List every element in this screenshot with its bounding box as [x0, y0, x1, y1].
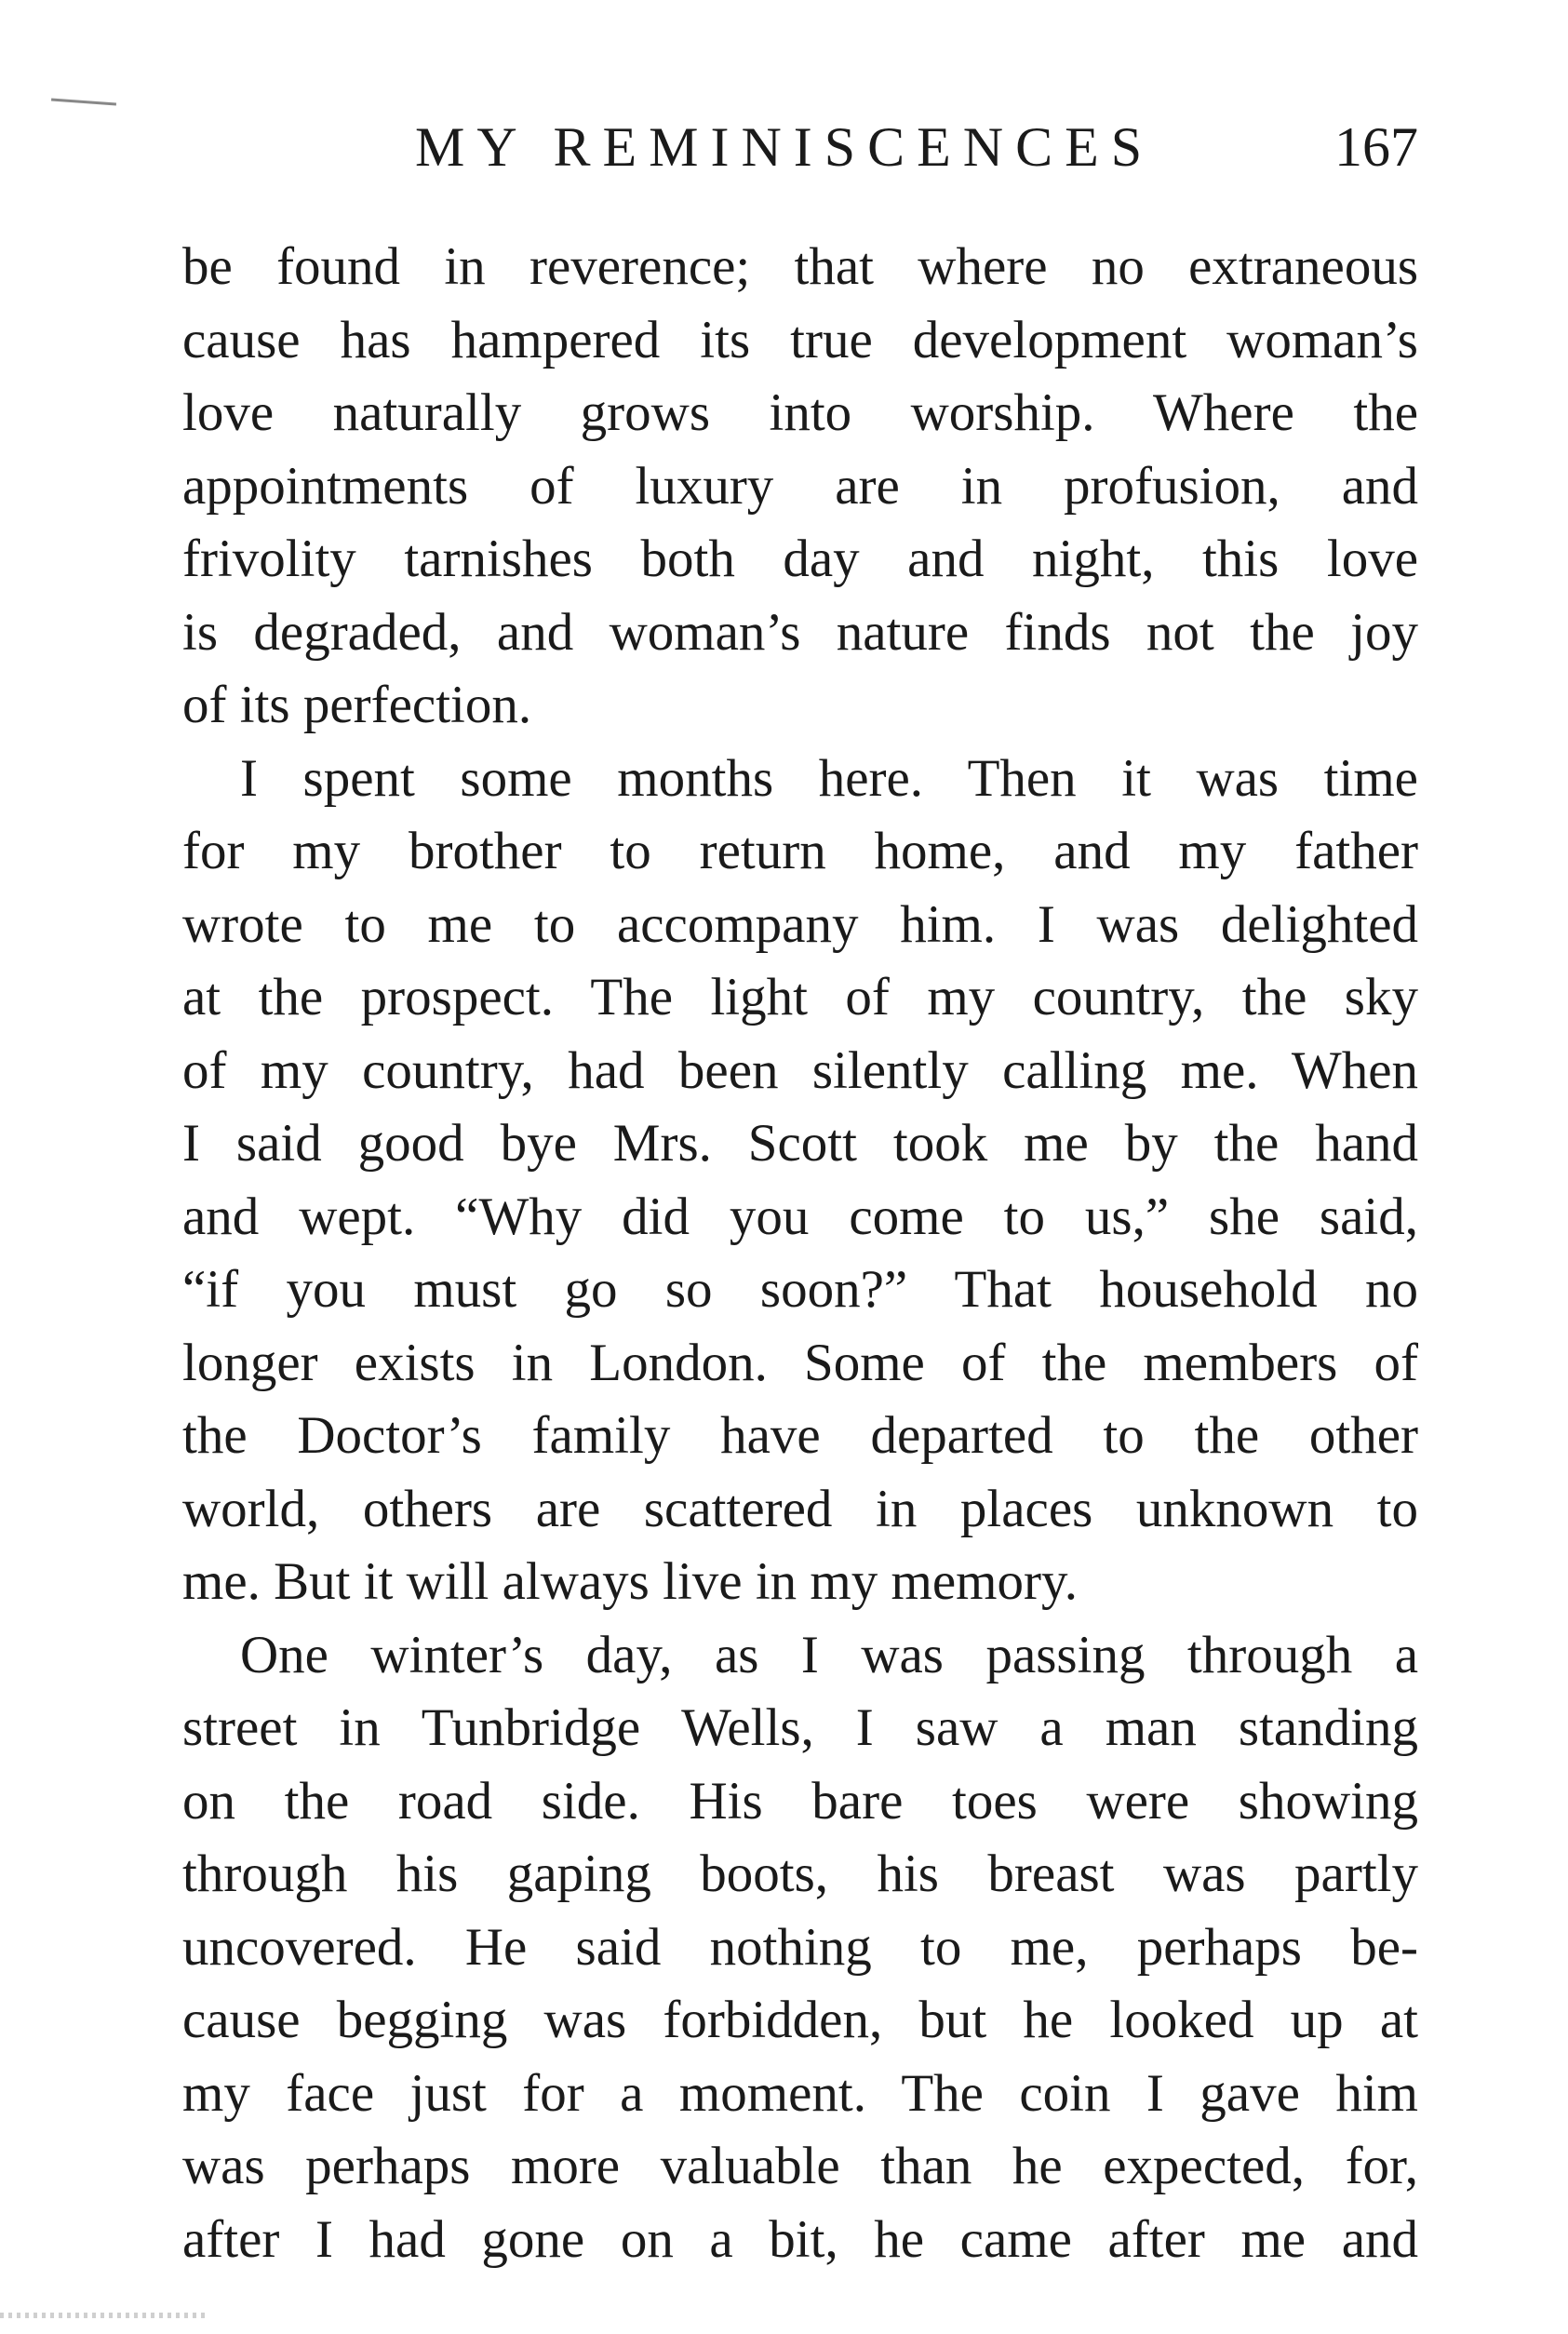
text-line: me. But it will always live in my memory. [182, 1552, 1079, 1611]
scan-specks [0, 2313, 205, 2318]
text-line: of its perfection. [182, 676, 532, 734]
text-line: uncovered. He said nothing to me, perhaps be- [182, 1917, 1418, 1977]
text-line: frivolity tarnishes both day and night, this love [182, 530, 1418, 588]
text-line: “if you must go so soon?” That household no [182, 1260, 1418, 1319]
text-line: cause begging was forbidden, but he looked up at [182, 1991, 1418, 2049]
text-line: wrote to me to accompany him. I was delighted [182, 894, 1418, 954]
text-line: One winter’s day, as I was passing through a [240, 1625, 1418, 1684]
text-line: after I had gone on a bit, he came after me and [182, 2209, 1418, 2269]
text-line: love naturally grows into worship. Where the [182, 383, 1418, 442]
page-number: 167 [1334, 116, 1418, 178]
paragraph-2 [182, 743, 1418, 1619]
text-line: world, others are scattered in places unknown to [182, 1479, 1418, 1538]
text-line: of my country, had been silently calling me. When [182, 1040, 1418, 1100]
paragraph-3 [182, 1619, 1418, 2277]
text-line: for my brother to return home, and my father [182, 822, 1418, 880]
paragraph-1 [182, 231, 1418, 743]
page-header [182, 110, 1418, 184]
text-line: appointments of luxury are in profusion, and [182, 456, 1418, 516]
text-line: at the prospect. The light of my country, the sky [182, 968, 1418, 1026]
text-line: was perhaps more valuable than he expected, for, [182, 2137, 1418, 2195]
running-title: MY REMINISCENCES [415, 116, 1155, 178]
text-line: I spent some months here. Then it was time [240, 748, 1418, 808]
text-line: my face just for a moment. The coin I gave him [182, 2063, 1418, 2123]
text-line: I said good bye Mrs. Scott took me by the hand [182, 1114, 1418, 1173]
text-line: through his gaping boots, his breast was partly [182, 1844, 1418, 1903]
text-line: cause has hampered its true development woman’s [182, 310, 1418, 369]
text-line: is degraded, and woman’s nature finds not the joy [182, 602, 1418, 662]
text-line: and wept. “Why did you come to us,” she said, [182, 1187, 1418, 1246]
text-line: be found in reverence; that where no extraneous [182, 237, 1418, 296]
text-line: on the road side. His bare toes were showing [182, 1771, 1418, 1831]
text-line: street in Tunbridge Wells, I saw a man standing [182, 1698, 1418, 1757]
margin-pencil-mark [51, 99, 116, 106]
text-line: longer exists in London. Some of the members of [182, 1333, 1418, 1392]
body-text [182, 231, 1418, 2276]
text-line: the Doctor’s family have departed to the other [182, 1406, 1418, 1465]
